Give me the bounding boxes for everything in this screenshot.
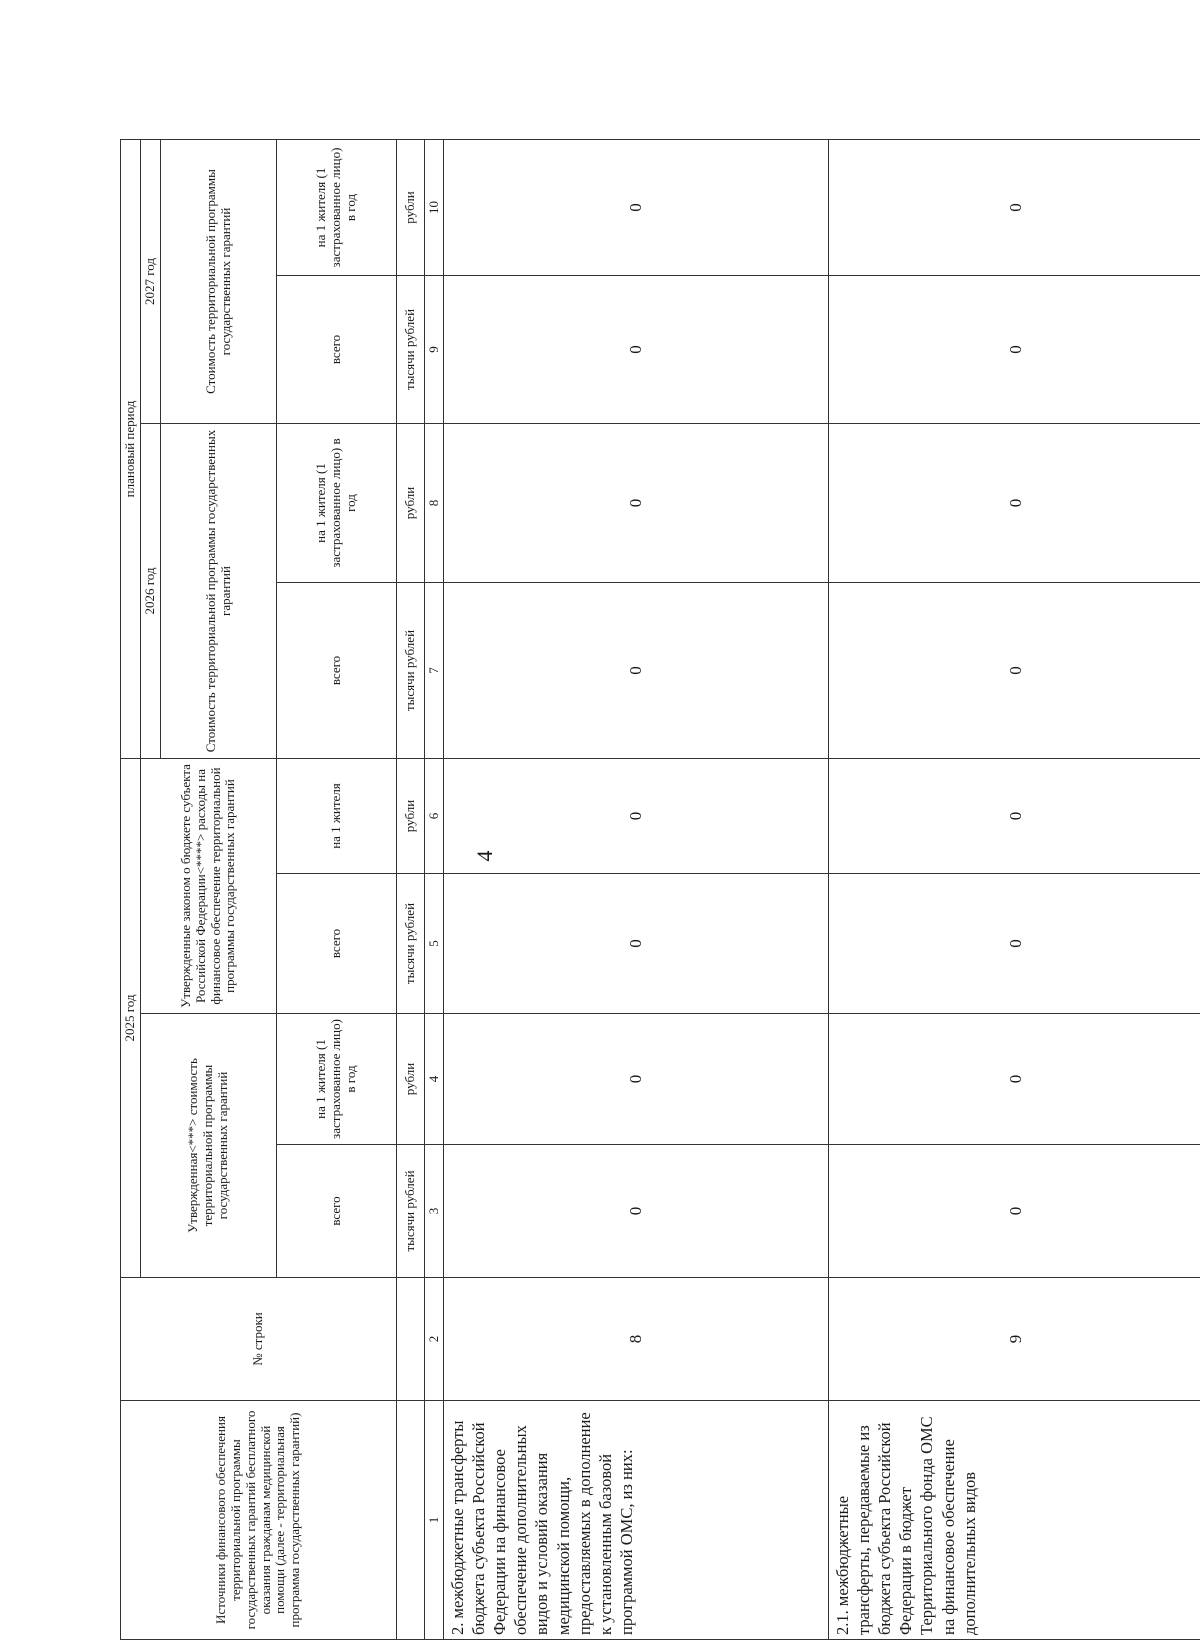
table-cell: 0	[829, 759, 1200, 874]
unit-rub: рубли	[397, 424, 425, 583]
column-number: 6	[425, 759, 444, 874]
column-number: 10	[425, 140, 444, 276]
table-cell: 0	[444, 583, 829, 759]
column-number: 3	[425, 1145, 444, 1278]
table-cell: 0	[829, 140, 1200, 276]
header-per-resident: на 1 жителя	[277, 759, 397, 874]
column-number: 8	[425, 424, 444, 583]
unit-rub: рубли	[397, 759, 425, 874]
table-cell: 0	[829, 424, 1200, 583]
column-number: 1	[425, 1401, 444, 1640]
header-total: всего	[277, 1145, 397, 1278]
row-source: 2.1. межбюджетные трансферты, передаваемые из бюджета субъекта Российской Федерации в бюджет Территориального фонда ОМС на финансовое обеспечение дополнительных видов	[829, 1401, 1200, 1640]
header-per-insured: на 1 жителя (1 застрахованное лицо) в год	[277, 140, 397, 276]
financing-table	[120, 139, 1200, 1640]
row-source: 2. межбюджетные трансферты бюджета субъекта Российской Федерации на финансовое обеспечение дополнительных видов и условий оказания медицинской помощи, предоставляемых в дополнение к установленным базовой программой ОМС, из них:	[444, 1401, 829, 1640]
unit-empty	[397, 1278, 425, 1401]
header-approved-cost: Утвержденная<***> стоимость территориальной программы государственных гарантий	[141, 1014, 277, 1278]
unit-thousand-rub: тысячи рублей	[397, 583, 425, 759]
table-cell: 0	[829, 1014, 1200, 1145]
header-total: всего	[277, 583, 397, 759]
column-number: 5	[425, 874, 444, 1014]
unit-rub: рубли	[397, 1014, 425, 1145]
table-cell: 0	[444, 1145, 829, 1278]
unit-rub: рубли	[397, 140, 425, 276]
unit-thousand-rub: тысячи рублей	[397, 1145, 425, 1278]
table-cell: 0	[444, 140, 829, 276]
page-number: 4	[472, 850, 497, 862]
header-planned-period: плановый период	[121, 140, 141, 759]
header-year-2027: 2027 год	[141, 140, 161, 424]
header-source: Источники финансового обеспечения территориальной программы государственных гарантий бесплатного оказания гражданам медицинской помощи (далее - территориальная программа государственных гарантий)	[121, 1401, 397, 1640]
financing-table-rotated	[120, 140, 1200, 1640]
table-cell: 0	[444, 424, 829, 583]
header-cost-2026: Стоимость территориальной программы государственных гарантий	[161, 424, 277, 759]
table-cell: 0	[444, 874, 829, 1014]
header-total: всего	[277, 276, 397, 424]
table-cell: 0	[829, 1145, 1200, 1278]
unit-thousand-rub: тысячи рублей	[397, 874, 425, 1014]
row-number: 9	[829, 1278, 1200, 1401]
table-cell: 0	[829, 874, 1200, 1014]
header-budget-law: Утвержденные законом о бюджете субъекта Российской Федерации<****> расходы на финансовое обеспечение территориальной программы государственных гарантий	[141, 759, 277, 1014]
unit-thousand-rub: тысячи рублей	[397, 276, 425, 424]
header-total: всего	[277, 874, 397, 1014]
table-cell: 0	[444, 1014, 829, 1145]
table-cell: 0	[829, 583, 1200, 759]
column-number: 4	[425, 1014, 444, 1145]
header-year-2026: 2026 год	[141, 424, 161, 759]
unit-empty	[397, 1401, 425, 1640]
table-cell: 0	[444, 276, 829, 424]
header-row-no: № строки	[121, 1278, 397, 1401]
header-cost-2027: Стоимость территориальной программы государственных гарантий	[161, 140, 277, 424]
table-cell: 0	[444, 759, 829, 874]
header-per-insured: на 1 жителя (1 застрахованное лицо) в год	[277, 1014, 397, 1145]
table-cell: 0	[829, 276, 1200, 424]
row-number: 8	[444, 1278, 829, 1401]
column-number: 9	[425, 276, 444, 424]
column-number: 7	[425, 583, 444, 759]
column-number: 2	[425, 1278, 444, 1401]
header-per-insured: на 1 жителя (1 застрахованное лицо) в год	[277, 424, 397, 583]
header-year-2025: 2025 год	[121, 759, 141, 1278]
